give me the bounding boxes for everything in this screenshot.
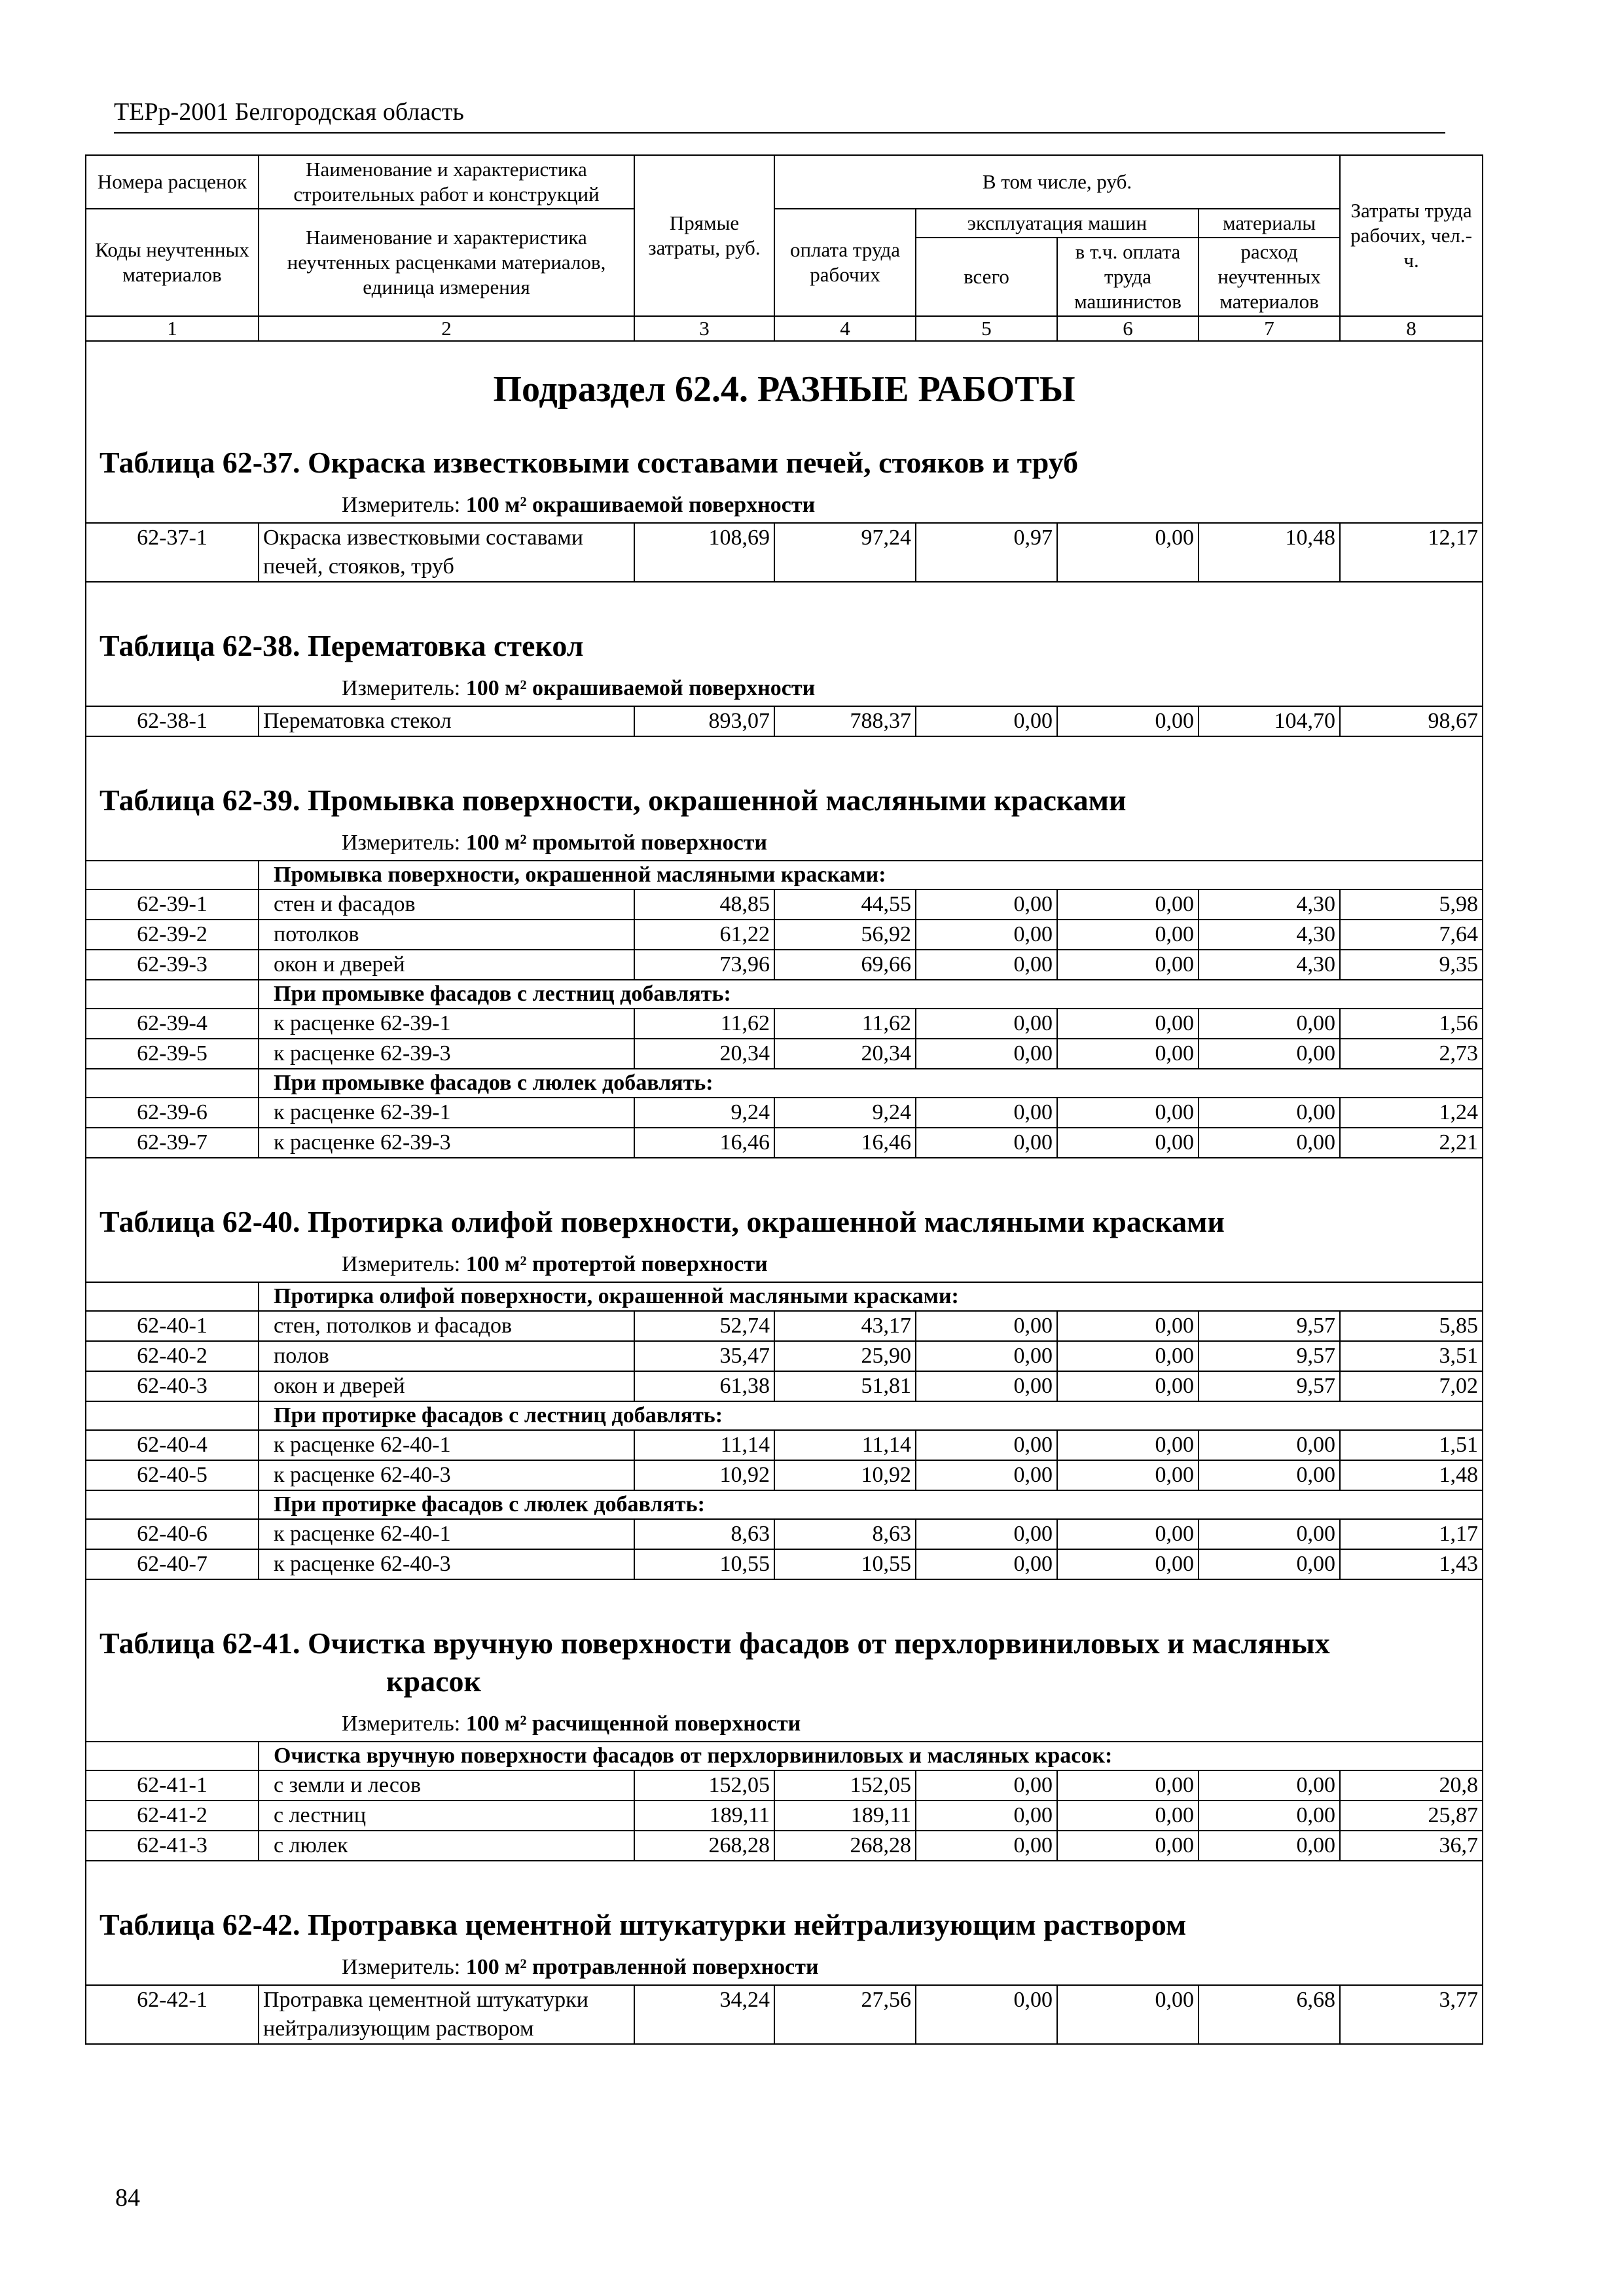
materials: 104,70: [1199, 706, 1340, 736]
table-row: [86, 1098, 1483, 1128]
measure-unit: 100 м² протравленной поверхности: [465, 1955, 819, 1979]
group-row: [86, 1401, 1483, 1430]
direct-cost: 893,07: [634, 706, 774, 736]
rate-name: Окраска известковыми составами печей, стояков, труб: [259, 523, 634, 582]
group-label: При протирке фасадов с люлек добавлять:: [259, 1490, 1483, 1519]
table-title-row: [86, 423, 1483, 488]
group-row: [86, 1490, 1483, 1519]
rate-name: к расценке 62-39-3: [259, 1128, 634, 1158]
group-row: [86, 861, 1483, 889]
rate-code: 62-40-4: [86, 1430, 259, 1460]
direct-cost: 8,63: [634, 1519, 774, 1549]
materials: 9,57: [1199, 1341, 1340, 1371]
group-row: [86, 1742, 1483, 1770]
machinist-pay: 0,00: [1057, 1311, 1199, 1341]
header-oplata: оплата труда рабочих: [774, 209, 916, 316]
labor-hours: 1,17: [1340, 1519, 1483, 1549]
column-numbers-row: [86, 316, 1483, 341]
labor-hours: 2,21: [1340, 1128, 1483, 1158]
machine-total: 0,00: [916, 1311, 1057, 1341]
column-number: 5: [916, 316, 1057, 341]
materials: 0,00: [1199, 1039, 1340, 1069]
table-title-text: Таблица 62-40. Протирка олифой поверхности, окрашенной масляными красками: [99, 1205, 1225, 1238]
rate-code: 62-39-2: [86, 920, 259, 950]
direct-cost: 11,62: [634, 1009, 774, 1039]
direct-cost: 20,34: [634, 1039, 774, 1069]
direct-cost: 268,28: [634, 1831, 774, 1861]
table-title-text: Таблица 62-41. Очистка вручную поверхности фасадов от перхлорвиниловых и масляных: [99, 1626, 1330, 1660]
materials: 10,48: [1199, 523, 1340, 582]
rate-code: 62-39-4: [86, 1009, 259, 1039]
table-row: [86, 1341, 1483, 1371]
group-code-empty: [86, 1742, 259, 1770]
machinist-pay: 0,00: [1057, 1985, 1199, 2044]
measure-unit: 100 м² расчищенной поверхности: [465, 1712, 801, 1736]
direct-cost: 189,11: [634, 1801, 774, 1831]
header-naim2: Наименование и характеристика неучтенных расценками материалов, единица измерения: [259, 209, 634, 316]
rate-name: с земли и лесов: [259, 1770, 634, 1801]
labor-pay: 11,14: [774, 1430, 916, 1460]
table-row: [86, 523, 1483, 582]
labor-hours: 7,02: [1340, 1371, 1483, 1401]
measure-label: Измеритель:: [342, 1252, 461, 1276]
measure-row: [86, 826, 1483, 861]
labor-hours: 1,56: [1340, 1009, 1483, 1039]
table-row: [86, 1371, 1483, 1401]
direct-cost: 61,38: [634, 1371, 774, 1401]
group-row: [86, 980, 1483, 1009]
direct-cost: 10,55: [634, 1549, 774, 1579]
labor-pay: 16,46: [774, 1128, 916, 1158]
group-row: [86, 1069, 1483, 1098]
labor-pay: 56,92: [774, 920, 916, 950]
direct-cost: 52,74: [634, 1311, 774, 1341]
machinist-pay: 0,00: [1057, 950, 1199, 980]
machine-total: 0,00: [916, 1341, 1057, 1371]
machine-total: 0,00: [916, 1460, 1057, 1490]
rate-code: 62-41-3: [86, 1831, 259, 1861]
header-vtch: в т.ч. оплата труда машинистов: [1057, 238, 1199, 316]
rate-code: 62-39-1: [86, 889, 259, 920]
rate-name: потолков: [259, 920, 634, 950]
labor-hours: 2,73: [1340, 1039, 1483, 1069]
table-title-text: Таблица 62-37. Окраска известковыми составами печей, стояков и труб: [99, 446, 1079, 479]
table-row: [86, 1460, 1483, 1490]
spacer-row: [86, 736, 1483, 761]
labor-pay: 8,63: [774, 1519, 916, 1549]
measure-row: [86, 672, 1483, 706]
labor-hours: 1,43: [1340, 1549, 1483, 1579]
labor-hours: 98,67: [1340, 706, 1483, 736]
materials: 9,57: [1199, 1371, 1340, 1401]
machinist-pay: 0,00: [1057, 1460, 1199, 1490]
rate-name: к расценке 62-39-1: [259, 1009, 634, 1039]
machinist-pay: 0,00: [1057, 1770, 1199, 1801]
group-label: При протирке фасадов с лестниц добавлять:: [259, 1401, 1483, 1430]
table-title-text-2: красок: [386, 1664, 482, 1698]
machinist-pay: 0,00: [1057, 1098, 1199, 1128]
labor-pay: 27,56: [774, 1985, 916, 2044]
materials: 0,00: [1199, 1460, 1340, 1490]
direct-cost: 152,05: [634, 1770, 774, 1801]
machinist-pay: 0,00: [1057, 706, 1199, 736]
measure-row: [86, 488, 1483, 523]
labor-pay: 11,62: [774, 1009, 916, 1039]
table-title: [86, 423, 1483, 488]
materials: 9,57: [1199, 1311, 1340, 1341]
machine-total: 0,00: [916, 1039, 1057, 1069]
table-title-text: Таблица 62-38. Перематовка стекол: [99, 629, 584, 662]
labor-pay: 152,05: [774, 1770, 916, 1801]
header-row-1: [86, 155, 1483, 209]
group-code-empty: [86, 861, 259, 889]
spacer-cell: [86, 1861, 1483, 1885]
table-row: [86, 706, 1483, 736]
header-materialy: материалы: [1199, 209, 1340, 238]
measure-label: Измеритель:: [342, 1712, 461, 1736]
rate-code: 62-39-6: [86, 1098, 259, 1128]
labor-pay: 189,11: [774, 1801, 916, 1831]
machine-total: 0,00: [916, 1430, 1057, 1460]
header-zatraty: Затраты труда рабочих, чел.-ч.: [1340, 155, 1483, 316]
machinist-pay: 0,00: [1057, 1519, 1199, 1549]
machinist-pay: 0,00: [1057, 523, 1199, 582]
direct-cost: 61,22: [634, 920, 774, 950]
spacer-row: [86, 582, 1483, 606]
machinist-pay: 0,00: [1057, 1039, 1199, 1069]
machine-total: 0,00: [916, 1371, 1057, 1401]
rate-name: Перематовка стекол: [259, 706, 634, 736]
table-title: [86, 1885, 1483, 1950]
labor-pay: 43,17: [774, 1311, 916, 1341]
materials: 0,00: [1199, 1770, 1340, 1801]
measure-unit: 100 м² окрашиваемой поверхности: [465, 676, 816, 700]
measure-cell: [86, 1247, 1483, 1282]
labor-pay: 268,28: [774, 1831, 916, 1861]
rate-code: 62-40-6: [86, 1519, 259, 1549]
spacer-cell: [86, 736, 1483, 761]
measure-label: Измеритель:: [342, 493, 461, 517]
rate-name: стен, потолков и фасадов: [259, 1311, 634, 1341]
machine-total: 0,00: [916, 1549, 1057, 1579]
rate-name: к расценке 62-40-3: [259, 1549, 634, 1579]
rate-code: 62-40-1: [86, 1311, 259, 1341]
rate-code: 62-40-2: [86, 1341, 259, 1371]
table-row: [86, 1039, 1483, 1069]
measure-row: [86, 1950, 1483, 1985]
table-title-row: [86, 1604, 1483, 1707]
header-kody: Коды неучтенных материалов: [86, 209, 259, 316]
table-row: [86, 1801, 1483, 1831]
materials: 0,00: [1199, 1519, 1340, 1549]
rate-name: стен и фасадов: [259, 889, 634, 920]
group-label: Протирка олифой поверхности, окрашенной масляными красками:: [259, 1282, 1483, 1311]
machine-total: 0,00: [916, 889, 1057, 920]
machine-total: 0,00: [916, 1519, 1057, 1549]
header-rashod: расход неучтенных материалов: [1199, 238, 1340, 316]
measure-cell: [86, 826, 1483, 861]
labor-hours: 7,64: [1340, 920, 1483, 950]
machinist-pay: 0,00: [1057, 1371, 1199, 1401]
rate-code: 62-40-7: [86, 1549, 259, 1579]
table-row: [86, 1985, 1483, 2044]
direct-cost: 73,96: [634, 950, 774, 980]
table-title-row: [86, 1182, 1483, 1247]
table-title-row: [86, 606, 1483, 672]
machine-total: 0,00: [916, 1128, 1057, 1158]
table-title-text: Таблица 62-42. Протравка цементной штукатурки нейтрализующим раствором: [99, 1908, 1187, 1941]
rate-name: с люлек: [259, 1831, 634, 1861]
labor-pay: 788,37: [774, 706, 916, 736]
machinist-pay: 0,00: [1057, 1831, 1199, 1861]
rate-name: к расценке 62-39-3: [259, 1039, 634, 1069]
rate-name: к расценке 62-40-1: [259, 1519, 634, 1549]
machinist-pay: 0,00: [1057, 1128, 1199, 1158]
labor-hours: 36,7: [1340, 1831, 1483, 1861]
labor-hours: 1,48: [1340, 1460, 1483, 1490]
measure-row: [86, 1707, 1483, 1742]
machine-total: 0,00: [916, 1098, 1057, 1128]
group-row: [86, 1282, 1483, 1311]
labor-hours: 5,98: [1340, 889, 1483, 920]
rate-code: 62-42-1: [86, 1985, 259, 2044]
machine-total: 0,00: [916, 1770, 1057, 1801]
machinist-pay: 0,00: [1057, 1549, 1199, 1579]
machine-total: 0,00: [916, 1985, 1057, 2044]
rate-code: 62-39-5: [86, 1039, 259, 1069]
direct-cost: 10,92: [634, 1460, 774, 1490]
measure-label: Измеритель:: [342, 831, 461, 855]
machinist-pay: 0,00: [1057, 1801, 1199, 1831]
table-row: [86, 1009, 1483, 1039]
direct-cost: 34,24: [634, 1985, 774, 2044]
group-code-empty: [86, 1401, 259, 1430]
measure-cell: [86, 488, 1483, 523]
measure-cell: [86, 1950, 1483, 1985]
labor-hours: 3,51: [1340, 1341, 1483, 1371]
table-row: [86, 1831, 1483, 1861]
table-row: [86, 1128, 1483, 1158]
materials: 4,30: [1199, 889, 1340, 920]
machinist-pay: 0,00: [1057, 1009, 1199, 1039]
machinist-pay: 0,00: [1057, 1430, 1199, 1460]
materials: 0,00: [1199, 1801, 1340, 1831]
rate-code: 62-40-3: [86, 1371, 259, 1401]
group-code-empty: [86, 1282, 259, 1311]
table-row: [86, 1770, 1483, 1801]
table-row: [86, 1430, 1483, 1460]
measure-cell: [86, 672, 1483, 706]
rate-code: 62-38-1: [86, 706, 259, 736]
materials: 0,00: [1199, 1831, 1340, 1861]
direct-cost: 35,47: [634, 1341, 774, 1371]
table-title-row: [86, 1885, 1483, 1950]
rate-name: Протравка цементной штукатурки нейтрализующим раствором: [259, 1985, 634, 2044]
labor-pay: 9,24: [774, 1098, 916, 1128]
table-title-text: Таблица 62-39. Промывка поверхности, окрашенной масляными красками: [99, 783, 1127, 817]
labor-hours: 25,87: [1340, 1801, 1483, 1831]
group-label: При промывке фасадов с люлек добавлять:: [259, 1069, 1483, 1098]
measure-label: Измеритель:: [342, 1955, 461, 1979]
page-header: ТЕРр-2001 Белгородская область: [114, 94, 1445, 134]
measure-unit: 100 м² промытой поверхности: [465, 831, 768, 855]
direct-cost: 16,46: [634, 1128, 774, 1158]
machinist-pay: 0,00: [1057, 889, 1199, 920]
table-row: [86, 1519, 1483, 1549]
table-row: [86, 1549, 1483, 1579]
column-number: 8: [1340, 316, 1483, 341]
table-title: [86, 606, 1483, 672]
machine-total: 0,00: [916, 706, 1057, 736]
machine-total: 0,00: [916, 920, 1057, 950]
header-vsego: всего: [916, 238, 1057, 316]
measure-label: Измеритель:: [342, 676, 461, 700]
page-number: 84: [115, 2184, 140, 2212]
rate-code: 62-37-1: [86, 523, 259, 582]
materials: 0,00: [1199, 1430, 1340, 1460]
labor-hours: 9,35: [1340, 950, 1483, 980]
column-number: 1: [86, 316, 259, 341]
materials: 0,00: [1199, 1128, 1340, 1158]
subsection-row: [86, 341, 1483, 423]
table-row: [86, 889, 1483, 920]
labor-hours: 1,51: [1340, 1430, 1483, 1460]
table-row: [86, 1311, 1483, 1341]
materials: 0,00: [1199, 1098, 1340, 1128]
machine-total: 0,00: [916, 1831, 1057, 1861]
rate-code: 62-41-2: [86, 1801, 259, 1831]
group-label: Очистка вручную поверхности фасадов от перхлорвиниловых и масляных красок:: [259, 1742, 1483, 1770]
rate-name: окон и дверей: [259, 950, 634, 980]
group-code-empty: [86, 1069, 259, 1098]
labor-pay: 51,81: [774, 1371, 916, 1401]
labor-hours: 1,24: [1340, 1098, 1483, 1128]
direct-cost: 108,69: [634, 523, 774, 582]
spacer-row: [86, 1579, 1483, 1604]
spacer-cell: [86, 1579, 1483, 1604]
labor-hours: 5,85: [1340, 1311, 1483, 1341]
subsection-title: Подраздел 62.4. РАЗНЫЕ РАБОТЫ: [86, 341, 1483, 423]
rate-code: 62-39-3: [86, 950, 259, 980]
column-number: 7: [1199, 316, 1340, 341]
direct-cost: 9,24: [634, 1098, 774, 1128]
materials: 4,30: [1199, 920, 1340, 950]
spacer-row: [86, 1158, 1483, 1182]
column-number: 4: [774, 316, 916, 341]
column-number: 2: [259, 316, 634, 341]
labor-hours: 20,8: [1340, 1770, 1483, 1801]
labor-pay: 20,34: [774, 1039, 916, 1069]
machine-total: 0,00: [916, 1801, 1057, 1831]
table-title: [86, 1182, 1483, 1247]
spacer-cell: [86, 1158, 1483, 1182]
machinist-pay: 0,00: [1057, 920, 1199, 950]
labor-hours: 12,17: [1340, 523, 1483, 582]
materials: 0,00: [1199, 1549, 1340, 1579]
machine-total: 0,97: [916, 523, 1057, 582]
header-vtom: В том числе, руб.: [774, 155, 1340, 209]
rate-name: с лестниц: [259, 1801, 634, 1831]
labor-pay: 10,55: [774, 1549, 916, 1579]
table-title: [86, 761, 1483, 826]
labor-pay: 97,24: [774, 523, 916, 582]
direct-cost: 48,85: [634, 889, 774, 920]
table-row: [86, 950, 1483, 980]
group-label: Промывка поверхности, окрашенной масляными красками:: [259, 861, 1483, 889]
materials: 6,68: [1199, 1985, 1340, 2044]
group-code-empty: [86, 980, 259, 1009]
rate-name: к расценке 62-40-1: [259, 1430, 634, 1460]
direct-cost: 11,14: [634, 1430, 774, 1460]
rate-code: 62-40-5: [86, 1460, 259, 1490]
column-number: 6: [1057, 316, 1199, 341]
spacer-cell: [86, 582, 1483, 606]
measure-unit: 100 м² окрашиваемой поверхности: [465, 493, 816, 517]
table-row: [86, 920, 1483, 950]
labor-pay: 25,90: [774, 1341, 916, 1371]
table-title-row: [86, 761, 1483, 826]
header-naim: Наименование и характеристика строительных работ и конструкций: [259, 155, 634, 209]
group-code-empty: [86, 1490, 259, 1519]
rate-name: к расценке 62-40-3: [259, 1460, 634, 1490]
labor-hours: 3,77: [1340, 1985, 1483, 2044]
measure-cell: [86, 1707, 1483, 1742]
spacer-row: [86, 1861, 1483, 1885]
materials: 4,30: [1199, 950, 1340, 980]
measure-unit: 100 м² протертой поверхности: [465, 1252, 768, 1276]
machine-total: 0,00: [916, 1009, 1057, 1039]
header-nomera: Номера расценок: [86, 155, 259, 209]
machine-total: 0,00: [916, 950, 1057, 980]
materials: 0,00: [1199, 1009, 1340, 1039]
table-title: [86, 1604, 1483, 1707]
rate-code: 62-39-7: [86, 1128, 259, 1158]
header-expl: эксплуатация машин: [916, 209, 1199, 238]
price-table: [85, 154, 1483, 2045]
measure-row: [86, 1247, 1483, 1282]
rate-name: окон и дверей: [259, 1371, 634, 1401]
labor-pay: 69,66: [774, 950, 916, 980]
header-pryamye: Прямые затраты, руб.: [634, 155, 774, 316]
column-number: 3: [634, 316, 774, 341]
machinist-pay: 0,00: [1057, 1341, 1199, 1371]
labor-pay: 44,55: [774, 889, 916, 920]
rate-name: к расценке 62-39-1: [259, 1098, 634, 1128]
header-row-2: [86, 209, 1483, 238]
labor-pay: 10,92: [774, 1460, 916, 1490]
rate-code: 62-41-1: [86, 1770, 259, 1801]
group-label: При промывке фасадов с лестниц добавлять:: [259, 980, 1483, 1009]
rate-name: полов: [259, 1341, 634, 1371]
